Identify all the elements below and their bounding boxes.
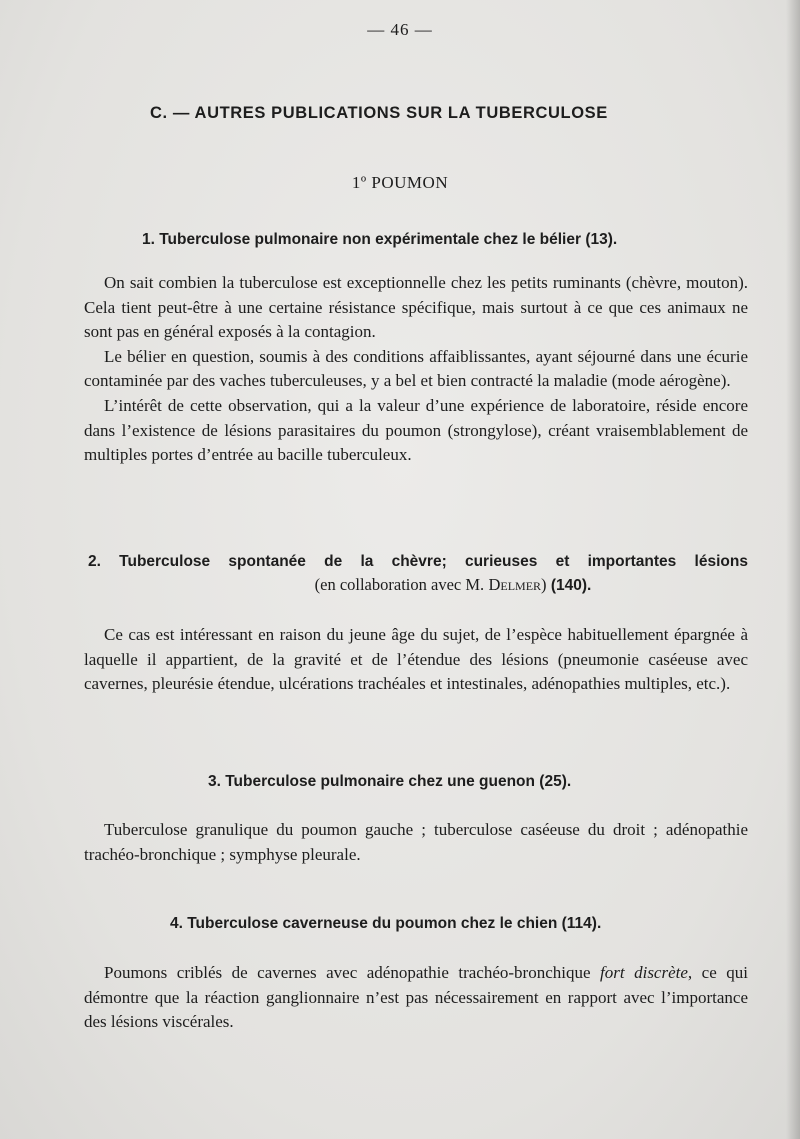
item-2-collab-suffix: ) [541, 575, 547, 594]
item-2-title-word: et [555, 553, 570, 570]
item-2-title-word: Tuberculose [119, 553, 211, 570]
page-edge-shadow [786, 0, 800, 1139]
item-1-paragraph-2: Le bélier en question, soumis à des conditions affaiblissantes, ayant séjourné dans une écurie contaminée par des vaches tuberculeuses, y a bel et bien contracté la maladie (mode aérogène). [84, 346, 748, 391]
item-3-title: 3. Tuberculose pulmonaire chez une guenon (25). [208, 773, 572, 790]
subsection-heading: 1º POUMON [351, 173, 449, 192]
item-2-title-word: spontanée [228, 553, 306, 570]
item-2-body [84, 623, 748, 697]
item-2-title-word: lésions [694, 553, 748, 570]
item-2-title-word: curieuses [464, 553, 538, 570]
item-2-title-word: importantes [587, 553, 677, 570]
item-4-paragraph-start: Poumons criblés de cavernes avec adénopathie trachéo-bronchique [104, 963, 591, 982]
item-4-body [84, 961, 748, 1035]
item-2-title-word: chèvre; [391, 553, 447, 570]
item-2-title-line-2 [88, 575, 748, 595]
item-3-body [84, 818, 748, 867]
item-2-title-word: 2. [88, 553, 101, 570]
item-3-paragraph-1: Tuberculose granulique du poumon gauche ; tuberculose caséeuse du droit ; adénopathie trachéo-bronchique ; symphyse pleurale. [84, 820, 748, 864]
item-2-title [88, 553, 748, 595]
item-2-title-word: de [324, 553, 343, 570]
item-4-paragraph-end: , ce qui démontre que la réaction ganglionnaire n’est pas nécessairement en rapport avec l’importance des lésions viscérales. [84, 963, 748, 1032]
item-4-paragraph-emphasis: fort discrète [600, 963, 688, 982]
item-2-reference: (140). [550, 577, 592, 594]
section-heading: C. — AUTRES PUBLICATIONS SUR LA TUBERCULOSE [150, 104, 608, 122]
item-4-paragraph-1 [84, 961, 748, 1035]
page-number: — 46 — [367, 20, 433, 39]
item-2-paragraph-1: Ce cas est intéressant en raison du jeune âge du sujet, de l’espèce habituellement épargnée à laquelle il appartient, de la gravité et de l’étendue des lésions (pneumonie caséeuse avec cavernes, pleurésie étendue, ulcérations trachéales et intestinales, adénopathies multiples, etc.). [84, 625, 748, 694]
item-1-paragraph-3: L’intérêt de cette observation, qui a la valeur d’une expérience de laboratoire, réside encore dans l’existence de lésions parasitaires du poumon (strongylose), créant vraisemblablement de multiples portes d’entrée au bacille tuberculeux. [84, 395, 748, 465]
item-2-title-word: la [360, 553, 374, 570]
item-1-title: 1. Tuberculose pulmonaire non expérimentale chez le bélier (13). [142, 231, 618, 248]
item-4-title: 4. Tuberculose caverneuse du poumon chez le chien (114). [170, 915, 602, 932]
item-2-collab-prefix: (en collaboration avec M. [314, 575, 485, 594]
item-1-paragraph-1: On sait combien la tuberculose est exceptionnelle chez les petits ruminants (chèvre, mouton). Cela tient peut-être à une certaine résistance spécifique, mais surtout à ce que ces animaux ne sont pas en général exposés à la contagion. [84, 273, 748, 342]
item-2-title-line-1 [88, 553, 748, 571]
item-1-body [84, 271, 748, 468]
item-2-collab-name: Delmer [488, 575, 542, 594]
